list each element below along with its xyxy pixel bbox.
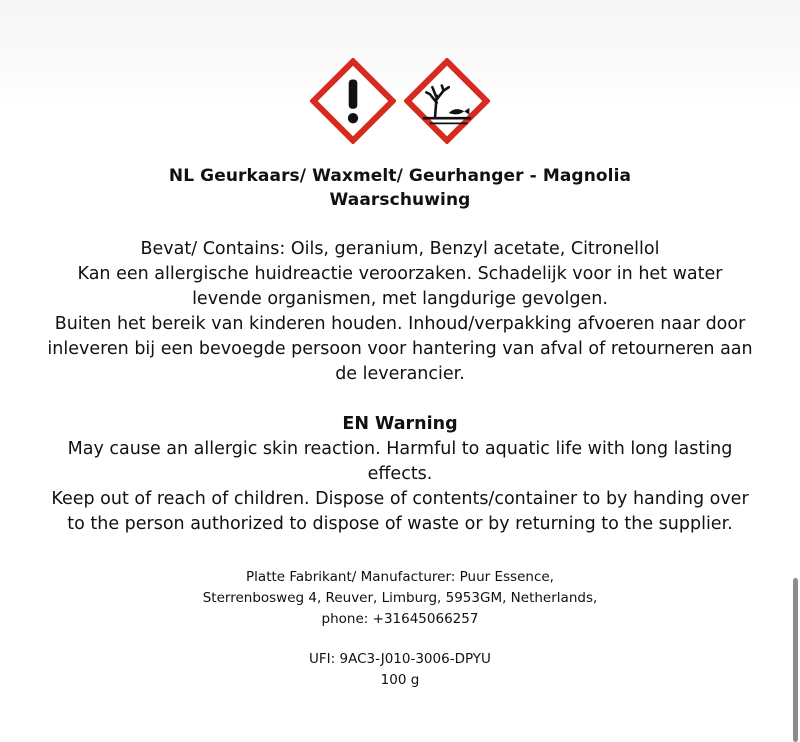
en-heading: EN Warning [342, 414, 458, 434]
nl-text-line: Kan een allergische huidreactie veroorzaken. Schadelijk voor in het water [77, 264, 723, 284]
nl-text-line: Buiten het bereik van kinderen houden. Inhoud/verpakking afvoeren naar door [54, 314, 746, 334]
nl-hazard-text [0, 237, 800, 387]
en-text-line: May cause an allergic skin reaction. Harmful to aquatic life with long lasting [67, 439, 733, 459]
product-title: NL Geurkaars/ Waxmelt/ Geurhanger - Magnolia [168, 166, 632, 186]
vertical-scrollbar[interactable] [793, 578, 798, 742]
hazard-pictograms [0, 58, 800, 144]
signal-word: Waarschuwing [329, 190, 471, 210]
en-hazard-text [0, 412, 800, 537]
manufacturer-info [0, 567, 800, 630]
product-info [0, 649, 800, 691]
manufacturer-line: Sterrenbosweg 4, Reuver, Limburg, 5953GM, Netherlands, [202, 590, 598, 606]
net-weight: 100 g [380, 672, 420, 688]
manufacturer-line: phone: +31645066257 [321, 611, 479, 627]
nl-text-line: levende organismen, met langdurige gevolgen. [192, 289, 608, 309]
environment-hazard-icon [404, 58, 490, 144]
manufacturer-line: Platte Fabrikant/ Manufacturer: Puur Essence, [246, 569, 554, 585]
ufi-code: UFI: 9AC3-J010-3006-DPYU [309, 651, 491, 667]
nl-title-block [0, 164, 800, 212]
en-text-line: Keep out of reach of children. Dispose of contents/container to by handing over [51, 489, 749, 509]
exclamation-mark-icon [310, 58, 396, 144]
nl-text-line: inleveren bij een bevoegde persoon voor hantering van afval of retourneren aan [47, 339, 753, 359]
en-text-line: to the person authorized to dispose of waste or by returning to the supplier. [67, 514, 733, 534]
nl-text-line: Bevat/ Contains: Oils, geranium, Benzyl acetate, Citronellol [140, 239, 660, 259]
en-text-line: effects. [367, 464, 433, 484]
nl-text-line: de leverancier. [335, 364, 465, 384]
